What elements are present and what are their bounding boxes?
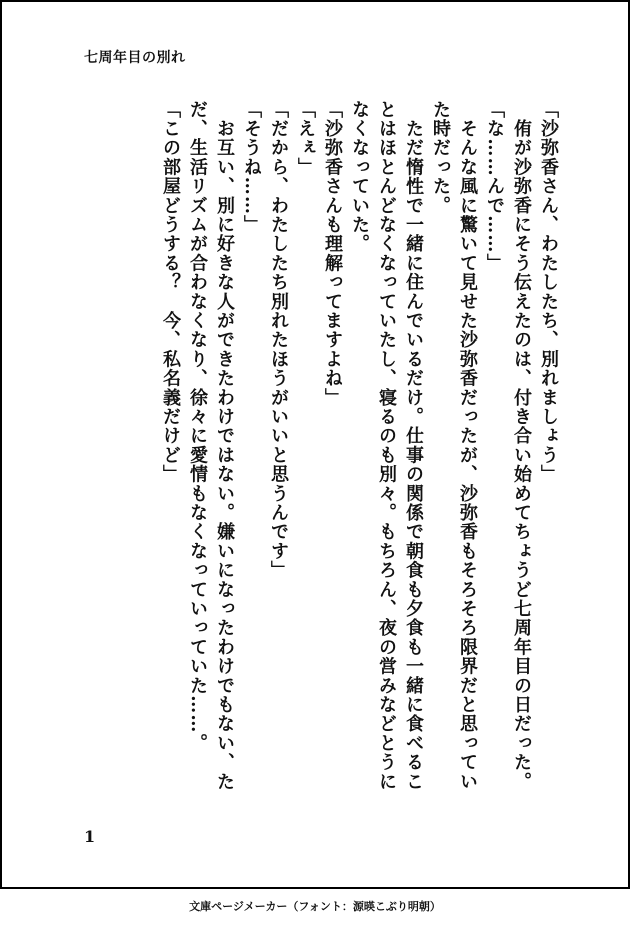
footer-caption: 文庫ページメーカー（フォント：源暎こぶり明朝） (189, 900, 441, 913)
text-line: 「沙弥香さんも理解ってますよね」 (322, 100, 343, 408)
text-line: 侑が沙弥香にそう伝えたのは、付き合い始めてちょうど七周年目の日だった。 (511, 100, 532, 792)
text-line: 「な……んで……」 (484, 100, 505, 273)
text-line: ただ惰性で一緒に住んでいるだけ。仕事の関係で朝食も夕食も一緒に食べるこ (403, 100, 424, 792)
text-line: そんな風に驚いて見せた沙弥香だったが、沙弥香もそろそろ限界だと思ってい (457, 100, 478, 792)
text-line: お互い、別に好きな人ができたわけではない。嫌いになったわけでもない、た (214, 100, 235, 792)
text-line: 「だから、わたしたち別れたほうがいいと思うんです」 (268, 100, 289, 580)
text-line: なくなっていた。 (349, 100, 370, 254)
page-number: 1 (84, 827, 96, 846)
text-line: 「そうね……」 (241, 100, 262, 235)
text-line: とはほとんどなくなっていたし、寝るのも別々。もちろん、夜の営みなどとうに (376, 100, 397, 792)
text-line: た時だった。 (430, 100, 451, 216)
text-line: だ、生活リズムが合わなくなり、徐々に愛情もなくなっていっていた……。 (187, 100, 208, 753)
body-text (72, 100, 562, 800)
text-line: 「えぇ」 (295, 100, 316, 177)
text-line: 「この部屋どうする？ 今、私名義だけど」 (160, 100, 181, 484)
chapter-title: 七周年目の別れ (84, 50, 186, 66)
text-line: 「沙弥香さん、わたしたち、別れましょう」 (538, 100, 559, 484)
